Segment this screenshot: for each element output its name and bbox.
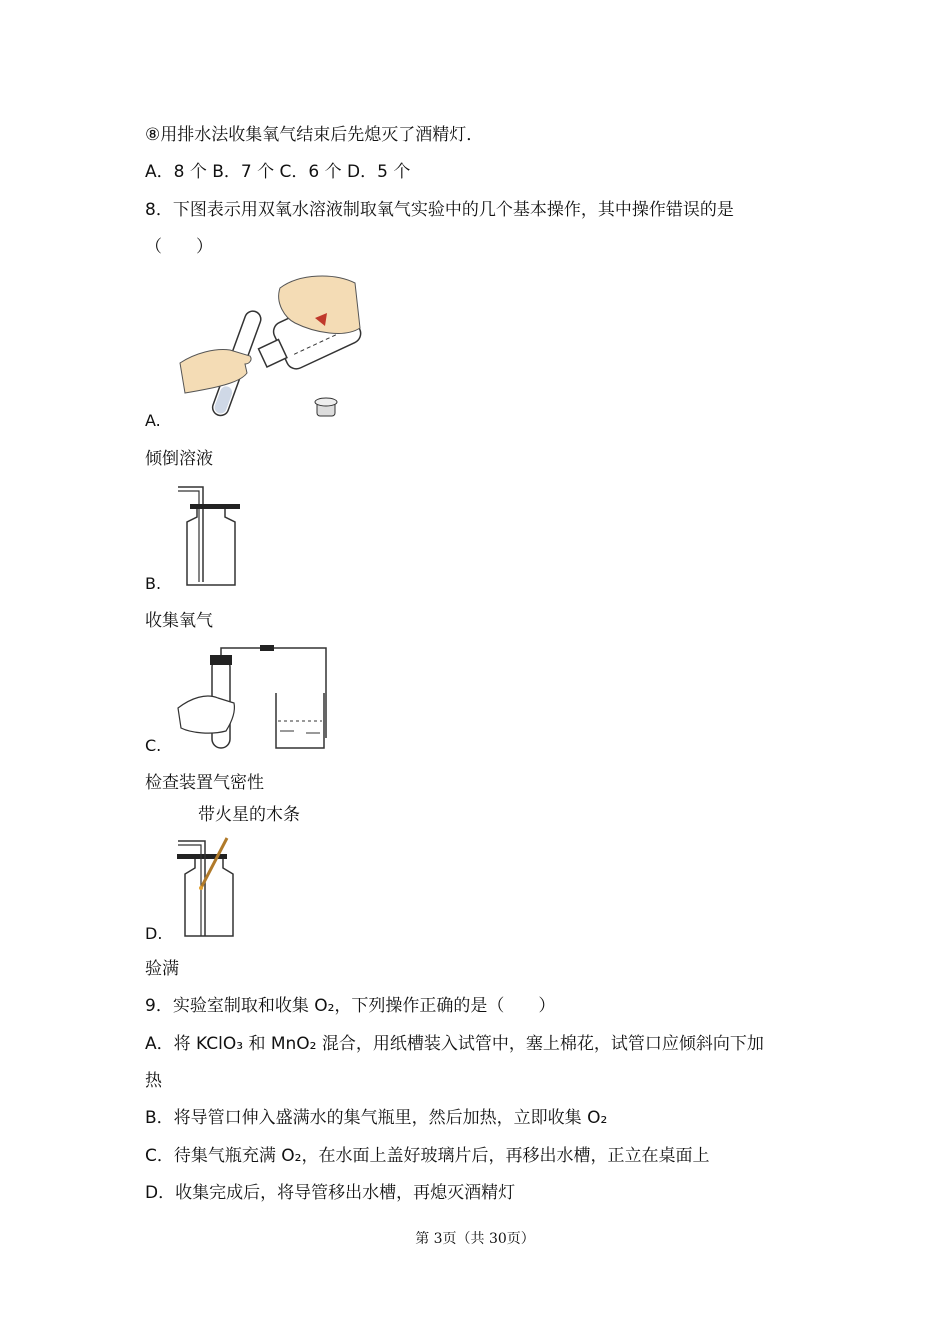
- option-d-letter: D.: [145, 924, 163, 943]
- figure-d-label: 带火星的木条: [198, 805, 300, 825]
- left-hand: [180, 350, 251, 393]
- question-9-option-a: A．将 KClO₃ 和 MnO₂ 混合，用纸槽装入试管中，塞上棉花，试管口应倾斜向下加: [145, 1034, 764, 1054]
- page-footer: 第 3页（共 30页）: [415, 1231, 535, 1247]
- option-c-caption: 检查装置气密性: [145, 773, 264, 793]
- rubber-stopper: [210, 655, 232, 665]
- connecting-tube: [221, 648, 326, 738]
- text-line-choices: A．8 个 B．7 个 C．6 个 D．5 个: [145, 162, 411, 182]
- gas-bottle: [187, 509, 235, 585]
- option-a-letter: A.: [145, 411, 161, 430]
- option-d-caption: 验满: [145, 959, 179, 979]
- question-9: 9．实验室制取和收集 O₂，下列操作正确的是（ ）: [145, 996, 556, 1016]
- figure-b-collecting: [175, 482, 245, 590]
- figure-a-pouring: [175, 268, 365, 428]
- option-c-letter: C.: [145, 736, 162, 755]
- question-8-paren: （ ）: [145, 237, 213, 257]
- question-9-option-a-cont: 热: [145, 1071, 162, 1091]
- glass-plate: [190, 504, 240, 509]
- text-line-item8: ⑧用排水法收集氧气结束后先熄灭了酒精灯．: [145, 125, 484, 145]
- option-a-caption: 倾倒溶液: [145, 449, 213, 469]
- figure-d-testing-full: [175, 836, 245, 940]
- question-9-option-b: B．将导管口伸入盛满水的集气瓶里，然后加热，立即收集 O₂: [145, 1108, 608, 1128]
- option-b-letter: B.: [145, 574, 162, 593]
- option-b-caption: 收集氧气: [145, 611, 213, 631]
- figure-c-airtight-check: [176, 643, 331, 753]
- question-9-option-d: D．收集完成后，将导管移出水槽，再熄灭酒精灯: [145, 1183, 516, 1203]
- question-9-option-c: C．待集气瓶充满 O₂，在水面上盖好玻璃片后，再移出水槽，正立在桌面上: [145, 1146, 710, 1166]
- hand: [178, 696, 234, 733]
- question-8: 8．下图表示用双氧水溶液制取氧气实验中的几个基本操作，其中操作错误的是: [145, 200, 734, 220]
